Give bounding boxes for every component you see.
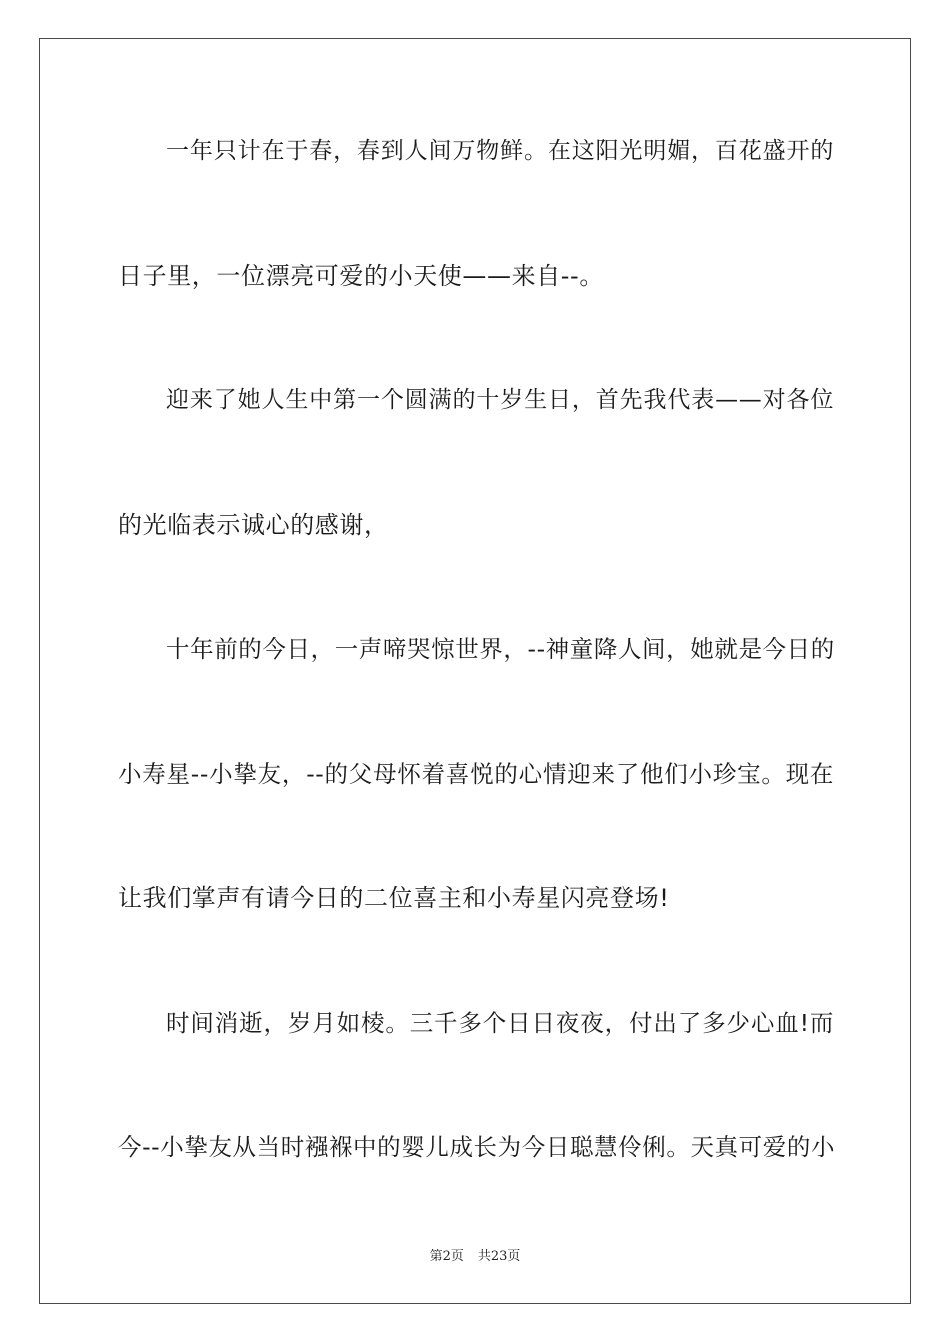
paragraph-line: 日子里，一位漂亮可爱的小天使——来自--。 — [118, 262, 604, 290]
paragraph-line: 的光临表示诚心的感谢， — [118, 511, 389, 539]
paragraph-line: 一年只计在于春，春到人间万物鲜。在这阳光明媚，百花盛开的 — [166, 138, 834, 164]
page-footer — [0, 1249, 950, 1265]
page-number: 第2页 — [429, 1249, 464, 1264]
paragraph-line: 十年前的今日，一声啼哭惊世界，--神童降人间，她就是今日的 — [166, 635, 835, 663]
paragraph-line: 小寿星--小挚友，--的父母怀着喜悦的心情迎来了他们小珍宝。现在 — [118, 760, 834, 788]
paragraph-line: 时间消逝，岁月如棱。三千多个日日夜夜，付出了多少心血!而 — [166, 1009, 834, 1037]
paragraph-line: 迎来了她人生中第一个圆满的十岁生日，首先我代表——对各位 — [166, 387, 834, 413]
paragraph-line: 今--小挚友从当时襁褓中的婴儿成长为今日聪慧伶俐。天真可爱的小 — [118, 1133, 836, 1161]
page-border — [39, 38, 911, 1304]
page-total: 共23页 — [477, 1249, 521, 1264]
paragraph-line: 让我们掌声有请今日的二位喜主和小寿星闪亮登场! — [118, 884, 670, 912]
